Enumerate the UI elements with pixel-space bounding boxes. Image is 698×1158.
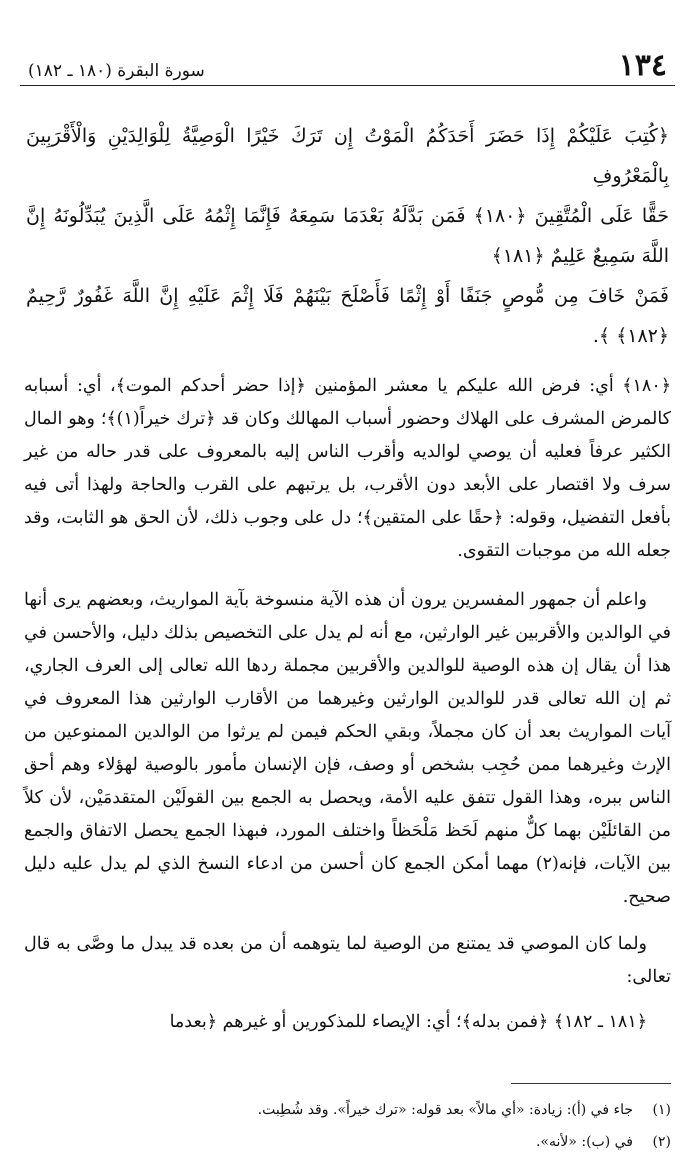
verse-line: فَمَنْ خَافَ مِن مُّوصٍ جَنَفًا أَوْ إِثْمًا فَأَصْلَحَ بَيْنَهُمْ فَلَا إِثْمَ عَلَيْهِ إِنَّ اللَّهَ غَفُورٌ رَّحِيمٌ ﴿١٨٢﴾ ﴾. [26,285,669,347]
footnote-text: في (ب): «لأنه». [535,1134,633,1150]
verse-line: حَقًّا عَلَى الْمُتَّقِينَ ﴿١٨٠﴾ فَمَن بَدَّلَهُ بَعْدَمَا سَمِعَهُ فَإِنَّمَا إِثْمُهُ عَلَى الَّذِينَ يُبَدِّلُونَهُ إِنَّ اللَّهَ سَمِيعٌ عَلِيمٌ ﴿١٨١﴾ [26,205,669,267]
verse-line: ﴿كُتِبَ عَلَيْكُمْ إِذَا حَضَرَ أَحَدَكُمُ الْمَوْتُ إِن تَرَكَ خَيْرًا الْوَصِيَّةُ لِلْوَالِدَيْنِ وَالْأَقْرَبِينَ بِالْمَعْرُوفِ [26,125,669,187]
commentary [20,370,675,1039]
commentary-paragraph: ولما كان الموصي قد يمتنع من الوصية لما يتوهمه أن من بعده قد يبدل ما وصَّى به قال تعالى: [24,934,671,987]
footnote-text: جاء في (أ): زيادة: «أي مالاً» بعد قوله: «ترك خيراً». وقد شُطِبت. [257,1102,633,1118]
page-header [20,48,675,86]
commentary-paragraph: واعلم أن جمهور المفسرين يرون أن هذه الآية منسوخة بآية المواريث، وبعضهم يرى أنها في الوالدين والأقربين غير الوارثين، مع أنه لم يدل على التخصيص بذلك دليل، والأحسن في هذا أن يقال إن هذه الوصية للوالدين والأقربين مجملة ردها الله تعالى إلى العرف الجاري، ثم إن الله تعالى قدر للوالدين الوارثين وغيرهما من الأقارب الوارثين هذا المعروف في آيات المواريث بعد أن كان مجملاً، وبقي الحكم فيمن لم يرثوا من الوالدين الممنوعين من الإرث وغيرهما ممن حُجِب بشخص أو وصف، فإن الإنسان مأمور بالوصية لهؤلاء وهم أحق الناس ببره، وهذا القول تتفق عليه الأمة، ويحصل به الجمع بين القولَيْن المتقدمَيْن، لأن كلاً من القائلَيْن بهما كلٌّ منهم لَحَظ مَلْحَظاً واختلف المورد، فبهذا الجمع يحصل الاتفاق والجمع بين الآيات، فإنه(٢) مهما أمكن الجمع كان أحسن من ادعاء النسخ الذي لم يدل عليه دليل صحيح. [24,590,671,907]
commentary-paragraph: ﴿١٨١ ـ ١٨٢﴾ ﴿فمن بدله﴾؛ أي: الإيصاء للمذكورين أو غيرهم ﴿بعدما [169,1012,647,1032]
footnote-number: (١) [652,1102,671,1118]
footnote-divider [511,1083,671,1084]
footnotes [20,1094,675,1158]
commentary-paragraph: ﴿١٨٠﴾ أي: فرض الله عليكم يا معشر المؤمنين ﴿إذا حضر أحدكم الموت﴾، أي: أسبابه كالمرض المشرف على الهلاك وحضور أسباب المهالك وكان قد ﴿ترك خيراً(١)﴾؛ وهو المال الكثير عرفاً فعليه أن يوصي لوالديه وأقرب الناس إليه بالمعروف على قدر حاله من غير سرف ولا اقتصار على الأبعد دون الأقرب، بل يرتبهم على القرب والحاجة ولهذا أتى فيه بأفعل التفضيل، وقوله: ﴿حقًا على المتقين﴾؛ دل على وجوب ذلك، لأن الحق هو الثابت، وقد جعله الله من موجبات التقوى. [24,376,671,561]
page-number: ١٣٤ [618,48,667,83]
quran-verses [20,116,675,356]
book-page [20,48,675,1150]
surah-title: سورة البقرة (١٨٠ ـ ١٨٢) [28,61,205,81]
footnote [20,1094,671,1126]
footnote-number: (٢) [652,1134,671,1150]
footnote [20,1126,671,1158]
